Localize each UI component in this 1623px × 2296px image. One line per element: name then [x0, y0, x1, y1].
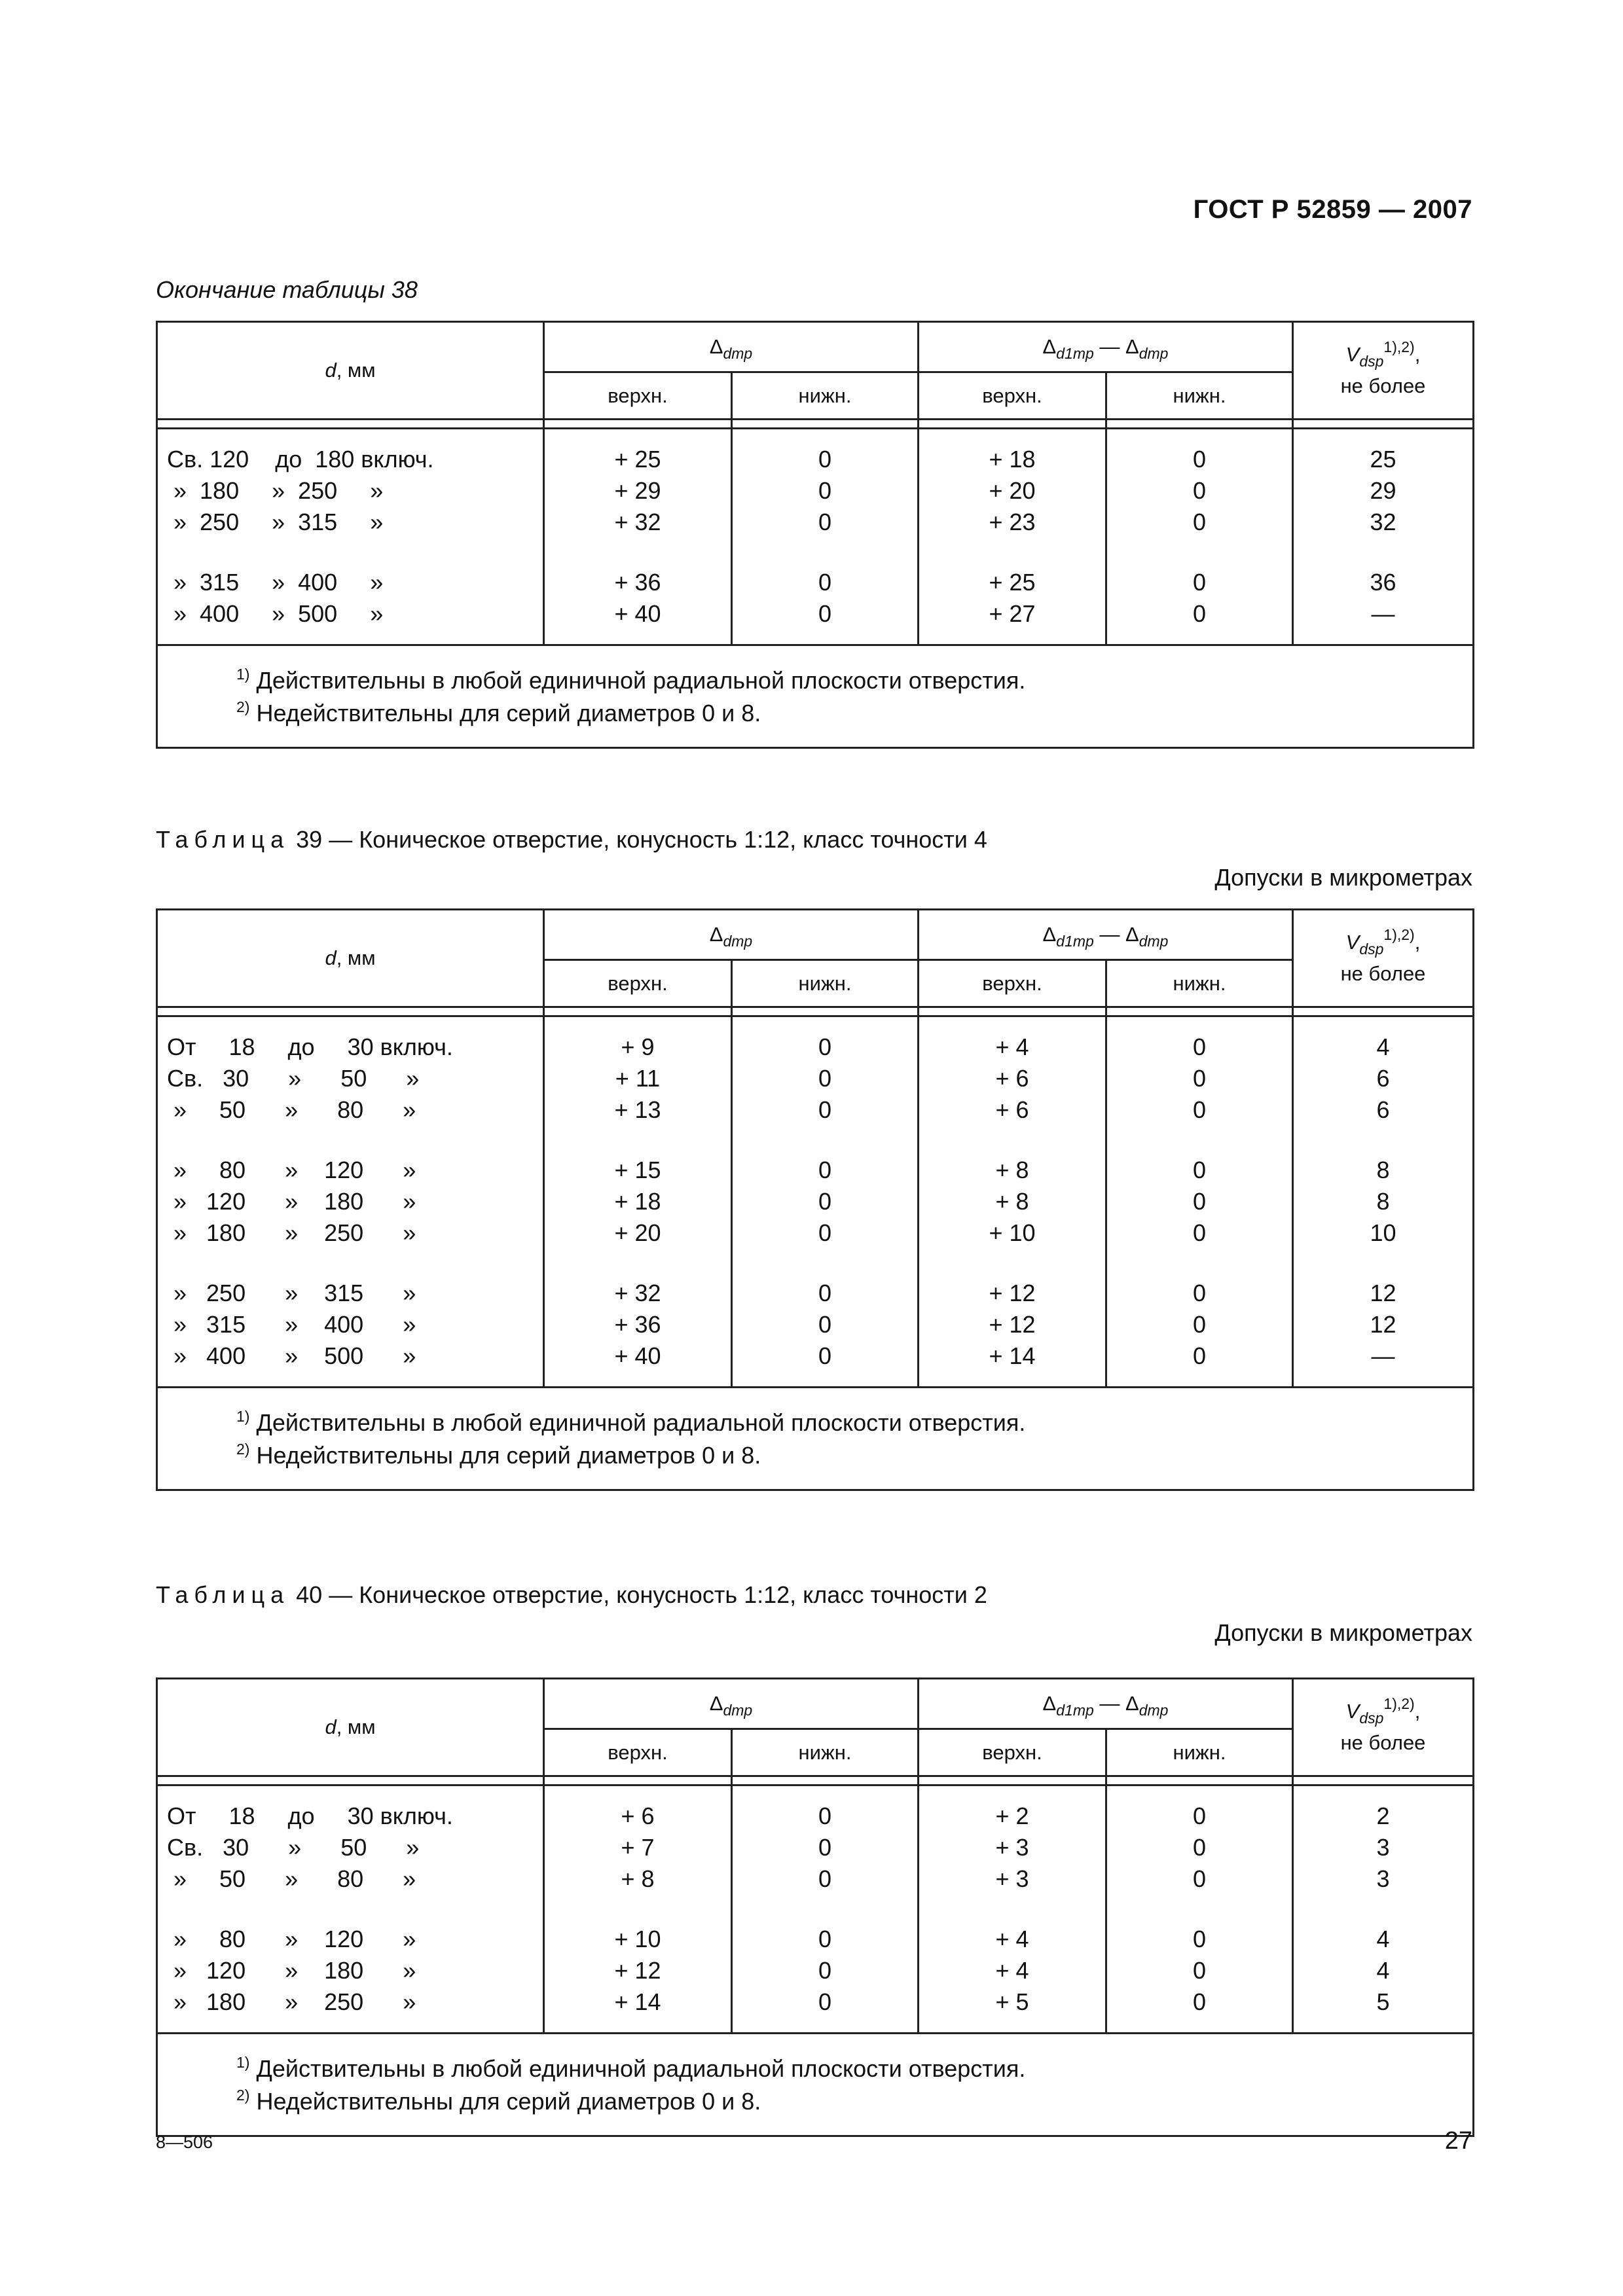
- dmp-lower: 0: [732, 1031, 919, 1063]
- diameter-range: » 120 » 180 »: [157, 1955, 544, 1986]
- header-lower: нижн.: [1106, 372, 1293, 420]
- dmp-lower: 0: [732, 1309, 919, 1340]
- diameter-range: От 18 до 30 включ.: [157, 1801, 544, 1832]
- diameter-range: Св. 120 до 180 включ.: [157, 444, 544, 475]
- diameter-range: » 180 » 250 »: [157, 1986, 544, 2018]
- dmp-upper: + 18: [544, 1186, 732, 1217]
- table-row: [157, 1217, 1474, 1249]
- dmp-upper: + 13: [544, 1094, 732, 1126]
- diameter-range: Св. 30 » 50 »: [157, 1063, 544, 1094]
- d1mp-upper: + 25: [919, 567, 1106, 598]
- table40-caption-text: 40 — Коническое отверстие, конусность 1:12, класс точности 2: [289, 1581, 987, 1608]
- d1mp-upper: + 5: [919, 1986, 1106, 2018]
- vdsp-value: 36: [1293, 567, 1474, 598]
- vdsp-value: 8: [1293, 1186, 1474, 1217]
- dmp-lower: 0: [732, 1094, 919, 1126]
- d1mp-upper: + 12: [919, 1309, 1106, 1340]
- vdsp-value: 6: [1293, 1063, 1474, 1094]
- header-delta-d1mp-dmp: $\Delta_{d1mp}$ — $\Delta_{dmp}$: [919, 322, 1293, 372]
- note-1: $^{1)}$ Действительны в любой единичной радиальной плоскости отверстия.: [236, 1408, 1026, 1436]
- header-d: d, мм: [157, 322, 544, 420]
- page-number: 27: [1444, 2127, 1472, 2155]
- table-row: [157, 475, 1474, 507]
- header-delta-d1mp-dmp: $\Delta_{d1mp}$ — $\Delta_{dmp}$: [919, 1679, 1293, 1729]
- dmp-upper: + 6: [544, 1801, 732, 1832]
- header-delta-dmp: $\Delta_{dmp}$: [544, 910, 919, 960]
- table-label: Таблица: [156, 826, 290, 853]
- table40-caption: [156, 1581, 987, 1609]
- d1mp-lower: 0: [1106, 1340, 1293, 1372]
- d1mp-upper: + 10: [919, 1217, 1106, 1249]
- d1mp-upper: + 2: [919, 1801, 1106, 1832]
- d1mp-lower: 0: [1106, 507, 1293, 538]
- d1mp-upper: + 4: [919, 1031, 1106, 1063]
- document-code: ГОСТ Р 52859 — 2007: [1193, 195, 1472, 224]
- table40-units: Допуски в микрометрах: [1214, 1619, 1472, 1646]
- d1mp-upper: + 4: [919, 1924, 1106, 1955]
- vdsp-value: —: [1293, 1340, 1474, 1372]
- dmp-upper: + 36: [544, 567, 732, 598]
- table-notes: [157, 1388, 1474, 1490]
- dmp-lower: 0: [732, 598, 919, 630]
- header-upper: верхн.: [919, 372, 1106, 420]
- vdsp-value: 10: [1293, 1217, 1474, 1249]
- d1mp-lower: 0: [1106, 475, 1293, 507]
- header-lower: нижн.: [732, 1729, 919, 1776]
- d1mp-upper: + 8: [919, 1186, 1106, 1217]
- table-row: [157, 1340, 1474, 1372]
- note-2: $^{2)}$ Недействительны для серий диаметров 0 и 8.: [236, 2087, 761, 2115]
- vdsp-value: 12: [1293, 1309, 1474, 1340]
- d1mp-upper: + 3: [919, 1863, 1106, 1895]
- table-row: [157, 598, 1474, 630]
- dmp-lower: 0: [732, 475, 919, 507]
- dmp-lower: 0: [732, 1924, 919, 1955]
- header-lower: нижн.: [1106, 960, 1293, 1007]
- table-notes: [157, 645, 1474, 748]
- dmp-upper: + 10: [544, 1924, 732, 1955]
- d1mp-upper: + 20: [919, 475, 1106, 507]
- table38-caption: Окончание таблицы 38: [156, 276, 418, 303]
- diameter-range: От 18 до 30 включ.: [157, 1031, 544, 1063]
- dmp-lower: 0: [732, 1863, 919, 1895]
- diameter-range: » 80 » 120 »: [157, 1155, 544, 1186]
- table-row: [157, 444, 1474, 475]
- d1mp-lower: 0: [1106, 1309, 1293, 1340]
- vdsp-value: 4: [1293, 1955, 1474, 1986]
- table39-caption: [156, 826, 987, 853]
- vdsp-value: 8: [1293, 1155, 1474, 1186]
- header-d: d, мм: [157, 1679, 544, 1776]
- d1mp-lower: 0: [1106, 1924, 1293, 1955]
- vdsp-value: 2: [1293, 1801, 1474, 1832]
- dmp-upper: + 12: [544, 1955, 732, 1986]
- dmp-lower: 0: [732, 567, 919, 598]
- header-delta-d1mp-dmp: $\Delta_{d1mp}$ — $\Delta_{dmp}$: [919, 910, 1293, 960]
- note-1: $^{1)}$ Действительны в любой единичной радиальной плоскости отверстия.: [236, 2054, 1026, 2082]
- dmp-upper: + 29: [544, 475, 732, 507]
- diameter-range: » 400 » 500 »: [157, 598, 544, 630]
- dmp-lower: 0: [732, 1186, 919, 1217]
- header-lower: нижн.: [1106, 1729, 1293, 1776]
- diameter-range: » 315 » 400 »: [157, 1309, 544, 1340]
- diameter-range: » 50 » 80 »: [157, 1863, 544, 1895]
- table-row: [157, 507, 1474, 538]
- header-lower: нижн.: [732, 372, 919, 420]
- dmp-lower: 0: [732, 1986, 919, 2018]
- table-row: [157, 1063, 1474, 1094]
- dmp-lower: 0: [732, 1155, 919, 1186]
- table-row: [157, 1863, 1474, 1895]
- table-row: [157, 1309, 1474, 1340]
- header-vdsp: $V_{dsp}^{1),2)}$, не более: [1293, 322, 1474, 420]
- d1mp-upper: + 3: [919, 1832, 1106, 1863]
- footer-code: 8—506: [156, 2132, 213, 2152]
- dmp-lower: 0: [732, 1955, 919, 1986]
- dmp-lower: 0: [732, 1832, 919, 1863]
- dmp-upper: + 14: [544, 1986, 732, 2018]
- dmp-upper: + 40: [544, 1340, 732, 1372]
- vdsp-value: 32: [1293, 507, 1474, 538]
- dmp-upper: + 32: [544, 1278, 732, 1309]
- d1mp-lower: 0: [1106, 1094, 1293, 1126]
- vdsp-value: 3: [1293, 1863, 1474, 1895]
- table-notes: [157, 2034, 1474, 2136]
- d1mp-upper: + 12: [919, 1278, 1106, 1309]
- diameter-range: » 250 » 315 »: [157, 507, 544, 538]
- note-1: $^{1)}$ Действительны в любой единичной радиальной плоскости отверстия.: [236, 666, 1026, 694]
- d1mp-lower: 0: [1106, 598, 1293, 630]
- d1mp-lower: 0: [1106, 1832, 1293, 1863]
- vdsp-value: 25: [1293, 444, 1474, 475]
- vdsp-value: 5: [1293, 1986, 1474, 2018]
- dmp-upper: + 15: [544, 1155, 732, 1186]
- table-row: [157, 567, 1474, 598]
- header-upper: верхн.: [544, 960, 732, 1007]
- dmp-lower: 0: [732, 1278, 919, 1309]
- dmp-upper: + 11: [544, 1063, 732, 1094]
- dmp-lower: 0: [732, 1340, 919, 1372]
- table39-caption-text: 39 — Коническое отверстие, конусность 1:12, класс точности 4: [289, 826, 987, 853]
- vdsp-value: 12: [1293, 1278, 1474, 1309]
- diameter-range: » 180 » 250 »: [157, 475, 544, 507]
- d1mp-lower: 0: [1106, 444, 1293, 475]
- table-row: [157, 1924, 1474, 1955]
- table-label: Таблица: [156, 1581, 290, 1608]
- header-delta-dmp: $\Delta_{dmp}$: [544, 1679, 919, 1729]
- table-row: [157, 1186, 1474, 1217]
- diameter-range: » 400 » 500 »: [157, 1340, 544, 1372]
- dmp-upper: + 20: [544, 1217, 732, 1249]
- d1mp-upper: + 23: [919, 507, 1106, 538]
- table-row: [157, 1986, 1474, 2018]
- table-row: [157, 1155, 1474, 1186]
- dmp-upper: + 32: [544, 507, 732, 538]
- dmp-upper: + 8: [544, 1863, 732, 1895]
- table-row: [157, 1955, 1474, 1986]
- diameter-range: » 180 » 250 »: [157, 1217, 544, 1249]
- d1mp-lower: 0: [1106, 1155, 1293, 1186]
- diameter-range: » 80 » 120 »: [157, 1924, 544, 1955]
- dmp-lower: 0: [732, 444, 919, 475]
- d1mp-upper: + 14: [919, 1340, 1106, 1372]
- diameter-range: » 250 » 315 »: [157, 1278, 544, 1309]
- dmp-lower: 0: [732, 507, 919, 538]
- table-38: [156, 321, 1474, 749]
- vdsp-value: 4: [1293, 1031, 1474, 1063]
- table-row: [157, 1832, 1474, 1863]
- d1mp-lower: 0: [1106, 1031, 1293, 1063]
- vdsp-value: 3: [1293, 1832, 1474, 1863]
- note-2: $^{2)}$ Недействительны для серий диаметров 0 и 8.: [236, 698, 761, 726]
- d1mp-lower: 0: [1106, 1801, 1293, 1832]
- d1mp-lower: 0: [1106, 1863, 1293, 1895]
- d1mp-lower: 0: [1106, 1986, 1293, 2018]
- table-row: [157, 1278, 1474, 1309]
- table-row: [157, 1031, 1474, 1063]
- header-d: d, мм: [157, 910, 544, 1007]
- note-2: $^{2)}$ Недействительны для серий диаметров 0 и 8.: [236, 1441, 761, 1469]
- table-row: [157, 1801, 1474, 1832]
- table-39: [156, 908, 1474, 1491]
- dmp-lower: 0: [732, 1063, 919, 1094]
- dmp-lower: 0: [732, 1217, 919, 1249]
- d1mp-lower: 0: [1106, 1186, 1293, 1217]
- header-vdsp: $V_{dsp}^{1),2)}$, не более: [1293, 1679, 1474, 1776]
- d1mp-lower: 0: [1106, 1217, 1293, 1249]
- dmp-upper: + 7: [544, 1832, 732, 1863]
- vdsp-value: —: [1293, 598, 1474, 630]
- header-vdsp: $V_{dsp}^{1),2)}$, не более: [1293, 910, 1474, 1007]
- dmp-upper: + 9: [544, 1031, 732, 1063]
- vdsp-value: 6: [1293, 1094, 1474, 1126]
- header-upper: верхн.: [919, 1729, 1106, 1776]
- vdsp-value: 29: [1293, 475, 1474, 507]
- dmp-lower: 0: [732, 1801, 919, 1832]
- dmp-upper: + 36: [544, 1309, 732, 1340]
- diameter-range: Св. 30 » 50 »: [157, 1832, 544, 1863]
- d1mp-upper: + 8: [919, 1155, 1106, 1186]
- d1mp-upper: + 4: [919, 1955, 1106, 1986]
- vdsp-value: 4: [1293, 1924, 1474, 1955]
- d1mp-lower: 0: [1106, 1955, 1293, 1986]
- d1mp-lower: 0: [1106, 567, 1293, 598]
- diameter-range: » 120 » 180 »: [157, 1186, 544, 1217]
- diameter-range: » 50 » 80 »: [157, 1094, 544, 1126]
- d1mp-upper: + 18: [919, 444, 1106, 475]
- header-upper: верхн.: [544, 1729, 732, 1776]
- dmp-upper: + 40: [544, 598, 732, 630]
- d1mp-lower: 0: [1106, 1063, 1293, 1094]
- d1mp-upper: + 6: [919, 1094, 1106, 1126]
- header-lower: нижн.: [732, 960, 919, 1007]
- header-upper: верхн.: [919, 960, 1106, 1007]
- d1mp-lower: 0: [1106, 1278, 1293, 1309]
- d1mp-upper: + 6: [919, 1063, 1106, 1094]
- dmp-upper: + 25: [544, 444, 732, 475]
- header-upper: верхн.: [544, 372, 732, 420]
- diameter-range: » 315 » 400 »: [157, 567, 544, 598]
- table-row: [157, 1094, 1474, 1126]
- table-40: [156, 1677, 1474, 2137]
- header-delta-dmp: $\Delta_{dmp}$: [544, 322, 919, 372]
- d1mp-upper: + 27: [919, 598, 1106, 630]
- table39-units: Допуски в микрометрах: [1214, 864, 1472, 891]
